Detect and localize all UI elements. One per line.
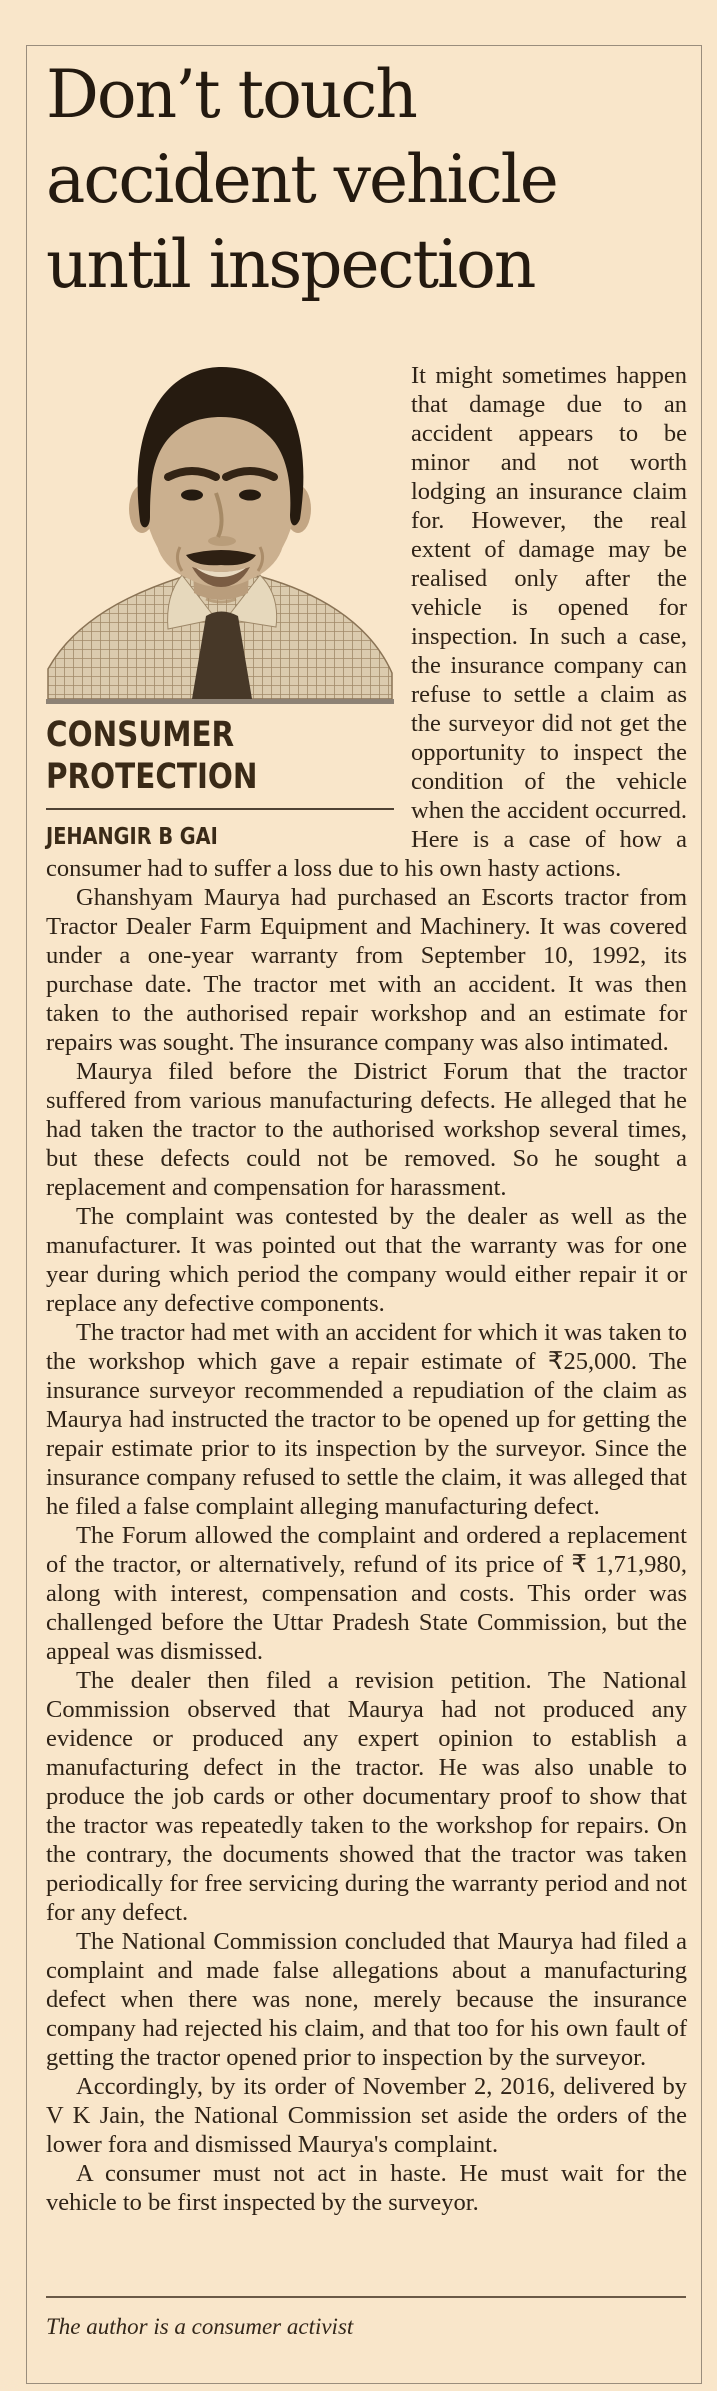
article-paragraph: The dealer then filed a revision petition. The National Commission observed that Maurya had not produced any evidence or produced any expert opinion to establish a manufacturing defect in the tractor. He was also unable to produce the job cards or other documentary proof to show that the tractor was repeatedly taken to the workshop for repairs. On the contrary, the documents showed that the tractor was taken periodically for free servicing during the warranty period and not for any defect.: [46, 1667, 687, 1926]
intro-paragraph: It might sometimes happen that damage due to an accident appears to be minor and not worth lodging an insurance claim for. However, the real extent of damage may be realised only after the vehicle is opened for inspection. In such a case, the insurance company can refuse to settle a claim as the surveyor did not get the opportunity to inspect the condition of the vehicle when the accident occurred. Here is a case of how a consumer had to suffer a loss due to his own hasty actions.: [46, 362, 687, 882]
column-kicker: [46, 714, 353, 798]
article-paragraph: The complaint was contested by the dealer as well as the manufacturer. It was pointed out that the warranty was for one year during which period the company would either repair it or replace any defective components.: [46, 1203, 687, 1317]
article-paragraphs: [46, 883, 687, 2217]
article-body: [46, 361, 687, 2217]
author-note: The author is a consumer activist: [46, 2314, 354, 2339]
columnist-portrait-photo: [46, 361, 394, 699]
photo-base-bar: [46, 699, 394, 704]
article-paragraph: Ghanshyam Maurya had purchased an Escorts tractor from Tractor Dealer Farm Equipment and Machinery. It was covered under a one-year warranty from September 10, 1992, its purchase date. The tractor met with an accident. It was then taken to the authorised repair workshop and an estimate for repairs was sought. The insurance company was also intimated.: [46, 884, 687, 1056]
kicker-line-1: CONSUMER: [46, 715, 235, 755]
footer-rule: [46, 2296, 686, 2298]
kicker-line-2: PROTECTION: [46, 757, 258, 797]
headline: Don’t touch accident vehicle until inspection: [46, 56, 557, 303]
kicker-rule: [46, 808, 394, 810]
article-paragraph: A consumer must not act in haste. He must wait for the vehicle to be first inspected by the surveyor.: [46, 2160, 687, 2216]
article-frame: [26, 45, 702, 2384]
article-paragraph: The National Commission concluded that Maurya had filed a complaint and made false allegations about a manufacturing defect when there was none, merely because the insurance company had rejected his claim, and that too for his own fault of getting the tractor opened prior to inspection by the surveyor.: [46, 1928, 687, 2071]
article-paragraph: The Forum allowed the complaint and ordered a replacement of the tractor, or alternatively, refund of its price of ₹ 1,71,980, along with interest, compensation and costs. This order was challenged before the Uttar Pradesh State Commission, but the appeal was dismissed.: [46, 1522, 687, 1665]
article-paragraph: Maurya filed before the District Forum that the tractor suffered from various manufacturing defects. He alleged that he had taken the tractor to the authorised workshop several times, but these defects could not be removed. So he sought a replacement and compensation for harassment.: [46, 1058, 687, 1201]
byline-block: [46, 361, 411, 853]
article-paragraph: The tractor had met with an accident for which it was taken to the workshop which gave a repair estimate of ₹25,000. The insurance surveyor recommended a repudiation of the claim as Maurya had instructed the tractor to be opened up for getting the repair estimate prior to its inspection by the surveyor. Since the insurance company refused to settle the claim, it was alleged that he filed a false complaint alleging manufacturing defect.: [46, 1319, 687, 1520]
article-paragraph: Accordingly, by its order of November 2, 2016, delivered by V K Jain, the National Commission set aside the orders of the lower fora and dismissed Maurya's complaint.: [46, 2073, 687, 2158]
byline: JEHANGIR B GAI: [46, 824, 218, 850]
columnist-photo: [46, 361, 394, 704]
